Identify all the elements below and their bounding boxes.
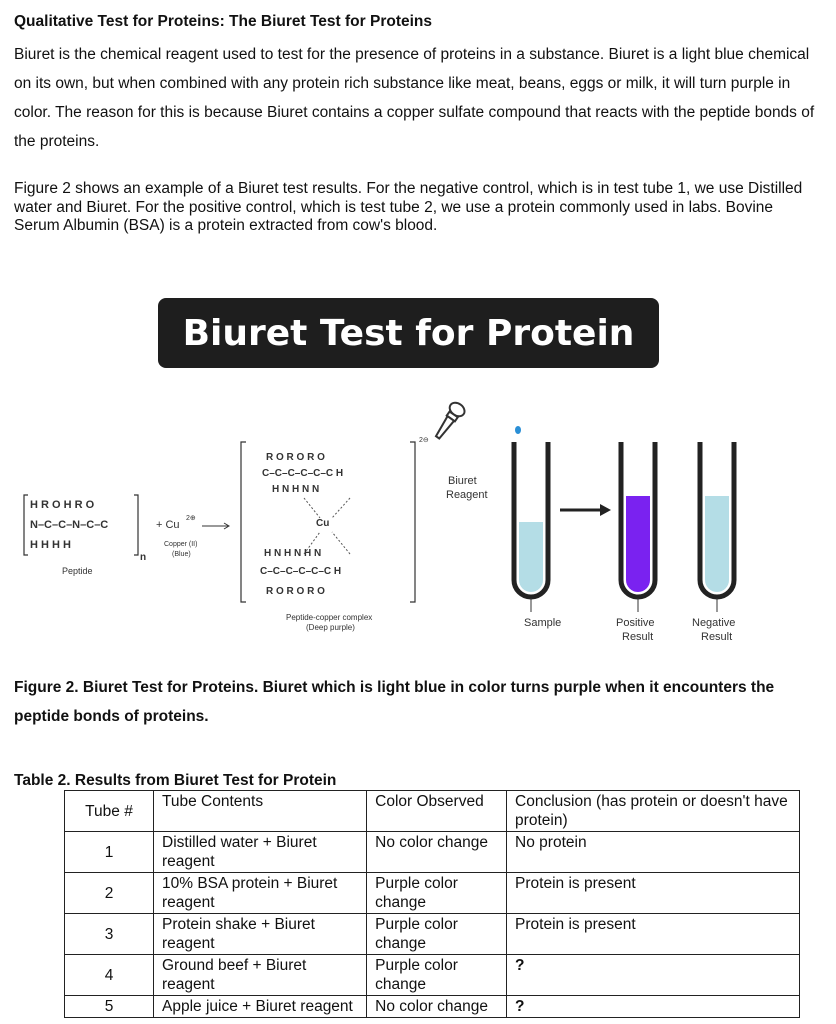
table-caption: Table 2. Results from Biuret Test for Protein bbox=[14, 772, 337, 789]
table-row bbox=[65, 996, 800, 1018]
svg-text:R O R O R O: R O R O R O bbox=[266, 586, 325, 597]
svg-text:H N H N H N: H N H N H N bbox=[264, 548, 322, 559]
copper-charge: 2⊕ bbox=[186, 515, 196, 522]
tube-number: 1 bbox=[65, 832, 154, 873]
result-arrow-head bbox=[600, 504, 611, 516]
table-row bbox=[65, 873, 800, 914]
conclusion: Protein is present bbox=[507, 873, 800, 914]
tube-contents: Protein shake + Biuret reagent bbox=[154, 914, 367, 955]
copper-label: Copper (II) bbox=[164, 541, 198, 548]
svg-text:H N H N N: H N H N N bbox=[272, 484, 320, 495]
tube-contents: Distilled water + Biuret reagent bbox=[154, 832, 367, 873]
svg-text:N–C–C–N–C–C: N–C–C–N–C–C bbox=[30, 519, 109, 531]
color-observed: No color change bbox=[367, 996, 507, 1018]
conclusion: ? bbox=[507, 996, 800, 1018]
svg-text:C–C–C–C–C–C H: C–C–C–C–C–C H bbox=[262, 468, 344, 479]
tube-number: 5 bbox=[65, 996, 154, 1018]
n-subscript: n bbox=[140, 552, 147, 563]
tube-contents: Apple juice + Biuret reagent bbox=[154, 996, 367, 1018]
figure-banner: Biuret Test for Protein bbox=[158, 298, 659, 368]
negative-label: Negative bbox=[692, 617, 736, 629]
header-tube-contents: Tube Contents bbox=[154, 791, 367, 832]
sample-tube bbox=[514, 442, 548, 597]
complex-atoms-bottom bbox=[260, 548, 341, 597]
figure-description-paragraph: Figure 2 shows an example of a Biuret test results. For the negative control, which is in test tube 1, we use Distilled water and Biuret. For the positive control, which is test tube 2, we use a protein commonly used in labs. Bovine Serum Albumin (BSA) is a protein extracted from cow's blood. bbox=[14, 180, 803, 234]
reagent-label: Biuret bbox=[448, 475, 477, 487]
positive-label: Positive bbox=[616, 617, 655, 629]
tube-contents: Ground beef + Biuret reagent bbox=[154, 955, 367, 996]
negative-tube bbox=[700, 442, 734, 597]
svg-text:R O R O R O: R O R O R O bbox=[266, 452, 325, 463]
complex-atoms-top bbox=[262, 452, 343, 495]
figure-caption: Figure 2. Biuret Test for Proteins. Biuret which is light blue in color turns purple when it encounters the peptide bonds of proteins. bbox=[14, 679, 775, 725]
conclusion: Protein is present bbox=[507, 914, 800, 955]
negative-label-2: Result bbox=[701, 631, 733, 640]
positive-label-2: Result bbox=[622, 631, 654, 640]
header-tube-number: Tube # bbox=[65, 791, 154, 832]
conclusion: ? bbox=[507, 955, 800, 996]
dropper-icon bbox=[431, 400, 467, 442]
svg-text:H H H H: H H H H bbox=[30, 539, 71, 551]
copper-ion: + Cu bbox=[156, 519, 180, 531]
tube-contents: 10% BSA protein + Biuret reagent bbox=[154, 873, 367, 914]
tube-number: 4 bbox=[65, 955, 154, 996]
conclusion: No protein bbox=[507, 832, 800, 873]
complex-sublabel: (Deep purple) bbox=[306, 623, 355, 632]
color-observed: Purple color change bbox=[367, 914, 507, 955]
tube-number: 3 bbox=[65, 914, 154, 955]
reagent-label-2: Reagent bbox=[446, 489, 488, 501]
complex-charge: 2⊖ bbox=[419, 437, 429, 444]
table-header-row bbox=[65, 791, 800, 832]
color-observed: Purple color change bbox=[367, 955, 507, 996]
biuret-figure bbox=[14, 380, 774, 640]
results-table bbox=[64, 790, 800, 1018]
sample-label: Sample bbox=[524, 617, 562, 629]
tube-number: 2 bbox=[65, 873, 154, 914]
drop-icon bbox=[515, 426, 521, 434]
peptide-atoms bbox=[30, 499, 108, 551]
complex-label: Peptide-copper complex bbox=[286, 613, 373, 622]
svg-text:H R O H R O: H R O H R O bbox=[30, 499, 95, 511]
copper-center: Cu bbox=[316, 518, 330, 529]
table-row bbox=[65, 955, 800, 996]
color-observed: No color change bbox=[367, 832, 507, 873]
intro-paragraph: Biuret is the chemical reagent used to test for the presence of proteins in a substance. Biuret is a light blue chemical on its own, but when combined with any protein rich substance like meat, beans, eggs or milk, it will turn purple in color. The reason for this is because Biuret contains a copper sulfate compound that reacts with the peptide bonds of the proteins. bbox=[14, 46, 815, 150]
svg-text:C–C–C–C–C–C H: C–C–C–C–C–C H bbox=[260, 566, 342, 577]
header-conclusion: Conclusion (has protein or doesn't have protein) bbox=[507, 791, 800, 832]
table-row bbox=[65, 832, 800, 873]
positive-tube bbox=[621, 442, 655, 597]
color-observed: Purple color change bbox=[367, 873, 507, 914]
table-row bbox=[65, 914, 800, 955]
header-color-observed: Color Observed bbox=[367, 791, 507, 832]
peptide-label: Peptide bbox=[62, 566, 93, 576]
page-title: Qualitative Test for Proteins: The Biuret Test for Proteins bbox=[14, 13, 432, 30]
copper-sublabel: (Blue) bbox=[172, 551, 191, 558]
